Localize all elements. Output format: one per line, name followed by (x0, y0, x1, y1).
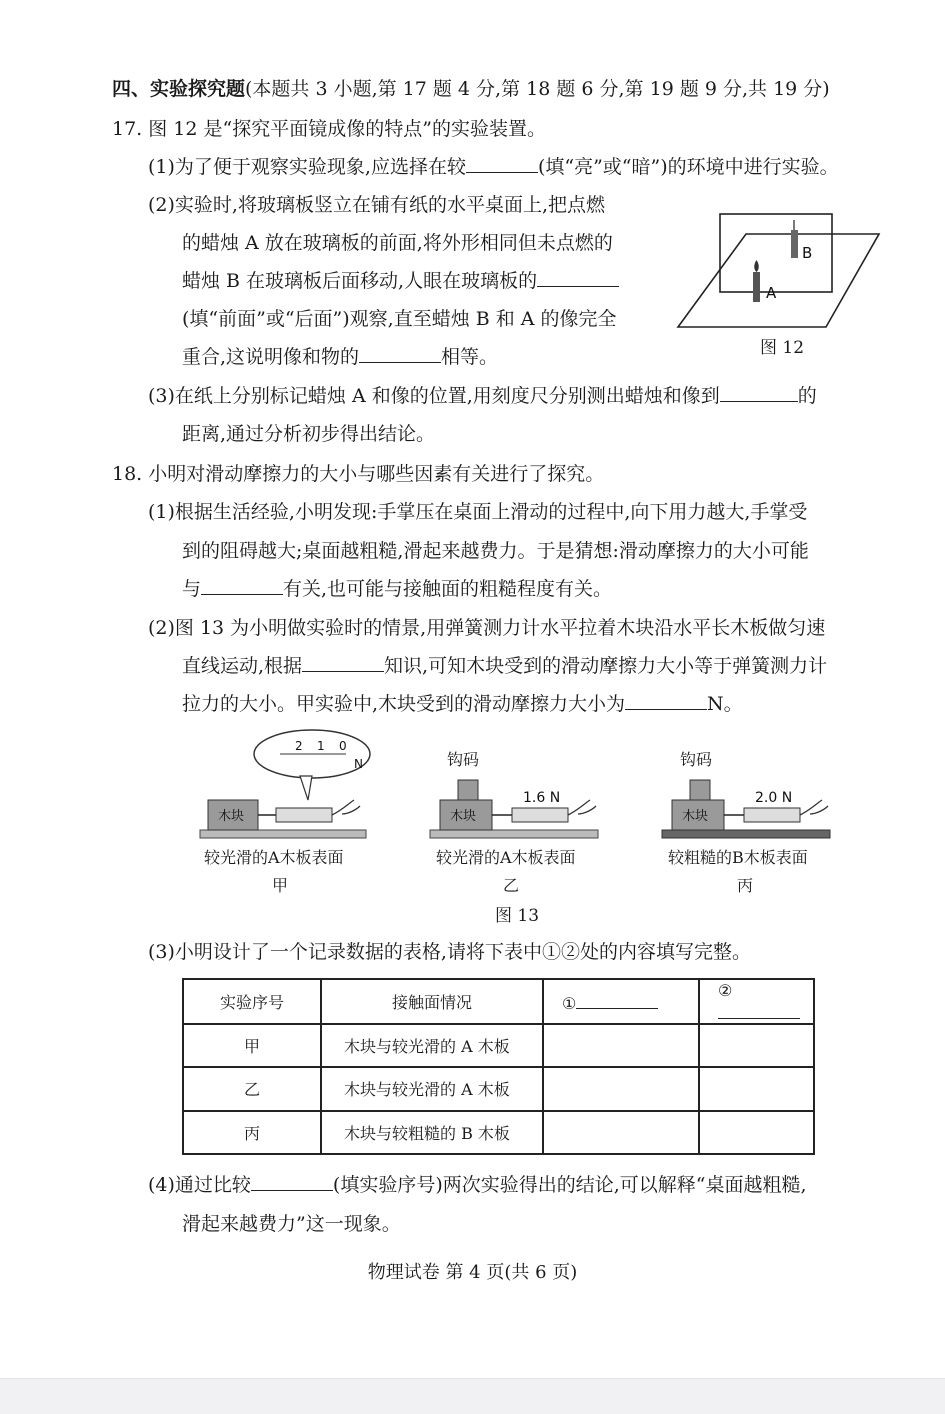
table-cell: 乙 (183, 1067, 321, 1110)
q18-p1-line1: (1)根据生活经验,小明发现:手掌压在桌面上滑动的过程中,向下用力越大,手掌受 (148, 501, 808, 523)
table-header: 实验序号 (183, 979, 321, 1024)
block-label: 木块 (682, 809, 709, 824)
spring-scale-icon (744, 808, 800, 822)
answer-blank[interactable] (718, 1000, 800, 1019)
gauge-label: 2 (295, 739, 303, 753)
spring-scale-icon (512, 808, 568, 822)
figure-13-panel-jia (196, 728, 372, 840)
flame-icon (754, 260, 759, 272)
section-title: 四、实验探究题 (112, 78, 246, 100)
q18-p2-line1: (2)图 13 为小明做实验时的情景,用弹簧测力计水平拉着木块沿水平长木板做匀速 (148, 617, 826, 639)
table-header-blank2 (699, 979, 814, 1024)
panel-yi-surface: 较光滑的A木板表面 (436, 848, 576, 867)
block-label: 木块 (218, 809, 245, 824)
q18-p1-line3 (182, 576, 612, 602)
q18-p2-text-a: 直线运动,根据 (182, 655, 303, 677)
q17-p3-line1 (148, 383, 817, 409)
q18-p4-text-a: (4)通过比较 (148, 1174, 251, 1196)
scale-reading: 2.0 N (755, 790, 793, 806)
page-footer: 物理试卷 第 4 页(共 6 页) (367, 1262, 578, 1283)
answer-blank[interactable] (720, 383, 798, 402)
table-row (183, 1111, 814, 1154)
figure-12-caption: 图 12 (760, 338, 805, 358)
figure-13-caption: 图 13 (495, 906, 540, 926)
q18-p2-text-a: 拉力的大小。甲实验中,木块受到的滑动摩擦力大小为 (182, 693, 626, 715)
panel-yi-name: 乙 (503, 876, 520, 895)
hand-icon (800, 800, 828, 815)
answer-blank[interactable] (576, 990, 658, 1009)
q18-p4-line2: 滑起来越费力”这一现象。 (182, 1213, 401, 1235)
q18-p3: (3)小明设计了一个记录数据的表格,请将下表中①②处的内容填写完整。 (148, 941, 751, 963)
table-row (183, 1067, 814, 1110)
q17-p2-line3 (182, 268, 619, 294)
q18-p4-text-b: (填实验序号)两次实验得出的结论,可以解释“桌面越粗糙, (332, 1174, 807, 1196)
scale-reading: 1.6 N (523, 790, 561, 806)
record-table (182, 978, 815, 1155)
q17-p3-text-b: 的 (797, 385, 817, 407)
weight-icon (458, 780, 478, 800)
candle-a-icon (753, 272, 760, 302)
q17-p2-text-b: 相等。 (441, 346, 499, 368)
figure-13-panel-yi (428, 772, 604, 840)
q18-p2-line3 (182, 691, 743, 717)
answer-blank[interactable] (625, 691, 707, 710)
table-cell: 木块与较粗糙的 B 木板 (321, 1111, 543, 1154)
table-cell-empty[interactable] (699, 1067, 814, 1110)
table-cell-empty[interactable] (699, 1111, 814, 1154)
table-row (183, 1024, 814, 1067)
block-label: 木块 (450, 809, 477, 824)
q17-p2-line4: (填“前面”或“后面”)观察,直至蜡烛 B 和 A 的像完全 (182, 308, 617, 330)
gauge-unit: N (354, 757, 363, 771)
figure-13-panel-bing (660, 772, 836, 840)
candle-b-icon (791, 230, 798, 258)
answer-blank[interactable] (537, 268, 619, 287)
table-cell: 丙 (183, 1111, 321, 1154)
panel-bing-weight-label: 钩码 (680, 750, 713, 769)
q18-p4-line1 (148, 1172, 807, 1198)
answer-blank[interactable] (359, 344, 441, 363)
answer-blank[interactable] (251, 1172, 333, 1191)
q18-p1-text-a: 与 (182, 578, 202, 600)
panel-bing-name: 丙 (737, 876, 754, 895)
table-header-blank1 (543, 979, 699, 1024)
panel-jia-name: 甲 (272, 876, 289, 895)
table-cell-empty[interactable] (543, 1111, 699, 1154)
circled-1: ① (562, 994, 577, 1013)
table-cell-empty[interactable] (543, 1067, 699, 1110)
answer-blank[interactable] (466, 154, 538, 173)
q17-p2-text: 蜡烛 B 在玻璃板后面移动,人眼在玻璃板的 (182, 270, 538, 292)
q17-p2-line1: (2)实验时,将玻璃板竖立在铺有纸的水平桌面上,把点燃 (148, 194, 605, 216)
table-header-row (183, 979, 814, 1024)
q18-p1-line2: 到的阻碍越大;桌面越粗糙,滑起来越费力。于是猜想:滑动摩擦力的大小可能 (182, 540, 809, 562)
table-cell: 甲 (183, 1024, 321, 1067)
hand-icon (332, 800, 360, 815)
table-cell: 木块与较光滑的 A 木板 (321, 1024, 543, 1067)
q18-p2-text-b: N。 (707, 693, 743, 715)
section-detail: (本题共 3 小题,第 17 题 4 分,第 18 题 6 分,第 19 题 9 分,共 19 分) (245, 78, 830, 100)
q17-p2-text-a: 重合,这说明像和物的 (182, 346, 360, 368)
hand-icon (568, 800, 596, 815)
table-cell-empty[interactable] (543, 1024, 699, 1067)
panel-bing-surface: 较粗糙的B木板表面 (668, 848, 808, 867)
q17-p1-text-b: (填“亮”或“暗”)的环境中进行实验。 (537, 156, 839, 178)
q17-p1-text-a: (1)为了便于观察实验现象,应选择在较 (148, 156, 466, 178)
answer-blank[interactable] (201, 576, 283, 595)
weight-icon (690, 780, 710, 800)
panel-yi-weight-label: 钩码 (447, 750, 480, 769)
label-a: A (766, 284, 777, 302)
section-heading (112, 76, 830, 102)
panel-jia-surface: 较光滑的A木板表面 (204, 848, 344, 867)
q17-p2-line2: 的蜡烛 A 放在玻璃板的前面,将外形相同但未点燃的 (182, 232, 613, 254)
q17-part1 (148, 154, 839, 180)
table-header: 接触面情况 (321, 979, 543, 1024)
q18-p1-text-b: 有关,也可能与接触面的粗糙程度有关。 (283, 578, 613, 600)
circled-2: ② (718, 980, 733, 1000)
spring-scale-icon (276, 808, 332, 822)
figure-12-mirror-apparatus (676, 210, 886, 330)
label-b: B (802, 244, 813, 262)
answer-blank[interactable] (302, 653, 384, 672)
q17-p3-line2: 距离,通过分析初步得出结论。 (182, 423, 436, 445)
q18-p2-line2 (182, 653, 827, 679)
q17-stem: 17. 图 12 是“探究平面镜成像的特点”的实验装置。 (112, 118, 546, 140)
viewer-bottom-bar (0, 1378, 945, 1414)
q17-p2-line5 (182, 344, 498, 370)
q17-p3-text-a: (3)在纸上分别标记蜡烛 A 和像的位置,用刻度尺分别测出蜡烛和像到 (148, 385, 720, 407)
table-cell-empty[interactable] (699, 1024, 814, 1067)
q18-p2-text-b: 知识,可知木块受到的滑动摩擦力大小等于弹簧测力计 (384, 655, 828, 677)
gauge-label: 0 (339, 739, 347, 753)
gauge-label: 1 (317, 739, 325, 753)
table-cell: 木块与较光滑的 A 木板 (321, 1067, 543, 1110)
q18-stem: 18. 小明对滑动摩擦力的大小与哪些因素有关进行了探究。 (112, 463, 605, 485)
